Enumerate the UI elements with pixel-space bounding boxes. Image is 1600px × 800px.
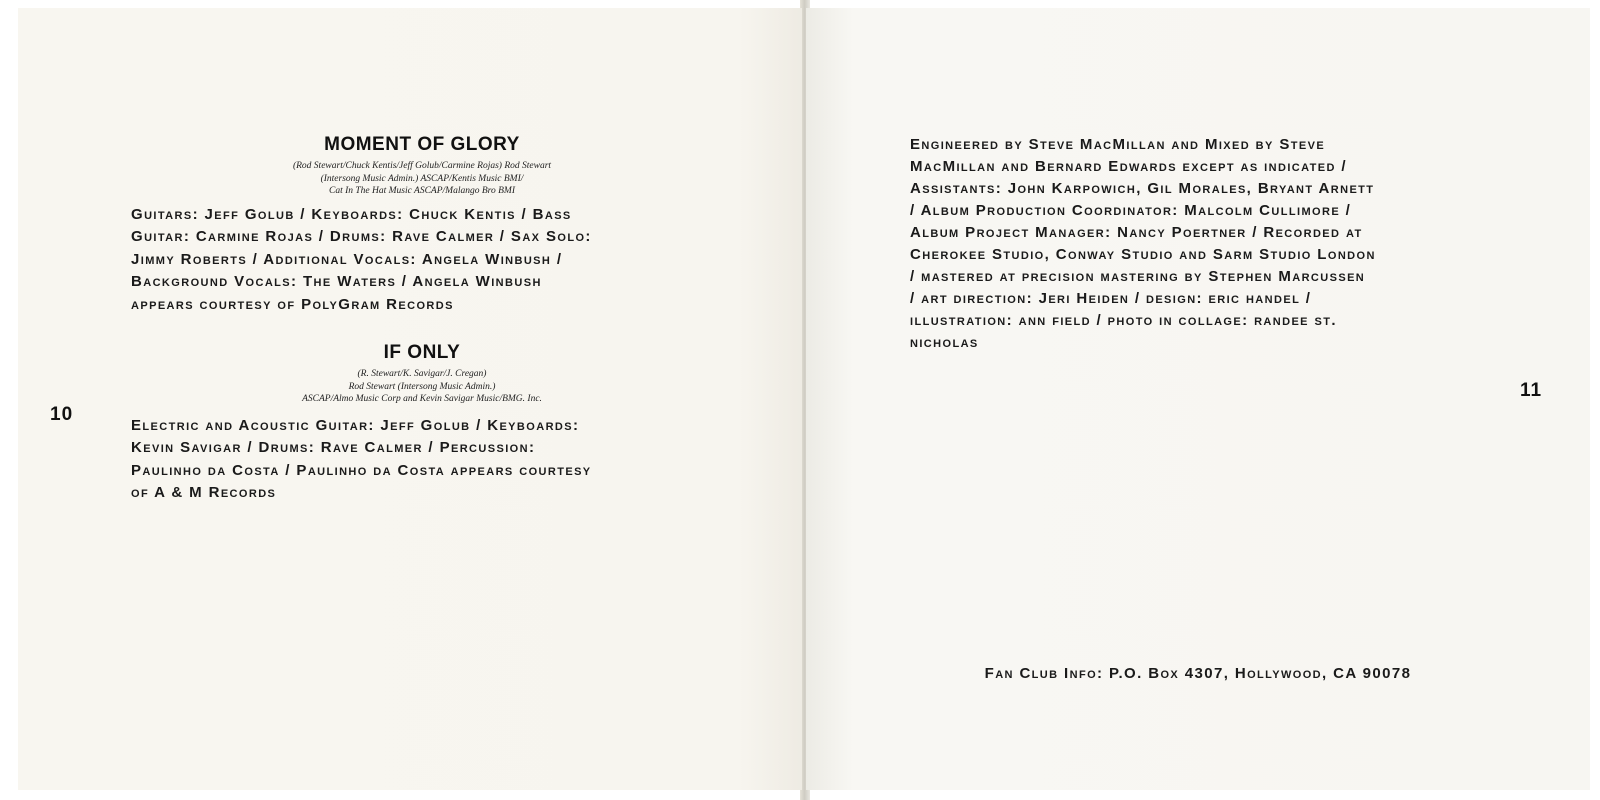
credit-line: MacMillan and Bernard Edwards except as indicated / [910,158,1347,175]
writer-credits [131,160,713,198]
song-if-only [131,342,713,505]
production-credits [910,134,1468,354]
credit-line: Cherokee Studio, Conway Studio and Sarm Studio London [910,246,1376,263]
credit-line: Engineered by Steve MacMillan and Mixed by Steve [910,136,1326,153]
credit-line: / mastered at precision mastering by Stephen Marcussen [910,268,1366,285]
writer-line: (Rod Stewart/Chuck Kentis/Jeff Golub/Carmine Rojas) Rod Stewart [292,161,552,171]
credit-line: illustration: ann field / photo in collage: randee st. [910,312,1337,329]
writer-credits [131,368,713,406]
song-title: MOMENT OF GLORY [324,134,520,155]
musician-credits [131,415,713,505]
credit-line: Electric and Acoustic Guitar: Jeff Golub / Keyboards: [131,416,580,434]
credit-line: Background Vocals: The Waters / Angela Winbush [131,273,542,290]
credit-line: of A & M Records [131,484,277,501]
song-moment-of-glory [131,134,713,316]
right-page [806,8,1590,790]
credit-line: Paulinho da Costa / Paulinho da Costa appears courtesy [131,461,592,479]
credit-line: nicholas [910,334,979,351]
credit-line: Jimmy Roberts / Additional Vocals: Angela Winbush / [131,250,563,268]
writer-line: Cat In The Hat Music ASCAP/Malango Bro BMI [328,186,516,196]
credit-line: appears courtesy of PolyGram Records [131,295,454,313]
credit-line: Album Project Manager: Nancy Poertner / Recorded at [910,224,1363,241]
page-number: 10 [50,404,74,425]
left-page [18,8,802,790]
credit-line: Guitars: Jeff Golub / Keyboards: Chuck Kentis / Bass [131,205,572,223]
song-title: IF ONLY [383,342,461,363]
credits-block [910,134,1468,354]
credit-line: Guitar: Carmine Rojas / Drums: Rave Calmer / Sax Solo: [131,228,592,245]
writer-line: (Intersong Music Admin.) ASCAP/Kentis Music BMI/ [320,173,524,184]
credit-line: Kevin Savigar / Drums: Rave Calmer / Percussion: [131,439,536,456]
fan-club-info: Fan Club Info: P.O. Box 4307, Hollywood, CA 90078 [984,665,1412,682]
page-number: 11 [1520,380,1543,401]
credit-line: / Album Production Coordinator: Malcolm Cullimore / [910,202,1352,219]
credit-line: / art direction: Jeri Heiden / design: eric handel / [910,290,1312,307]
credit-line: Assistants: John Karpowich, Gil Morales, Bryant Arnett [910,180,1375,197]
writer-line: Rod Stewart (Intersong Music Admin.) [348,381,496,392]
writer-line: (R. Stewart/K. Savigar/J. Cregan) [357,369,487,379]
writer-line: ASCAP/Almo Music Corp and Kevin Savigar Music/BMG. Inc. [302,394,542,404]
musician-credits [131,204,713,317]
